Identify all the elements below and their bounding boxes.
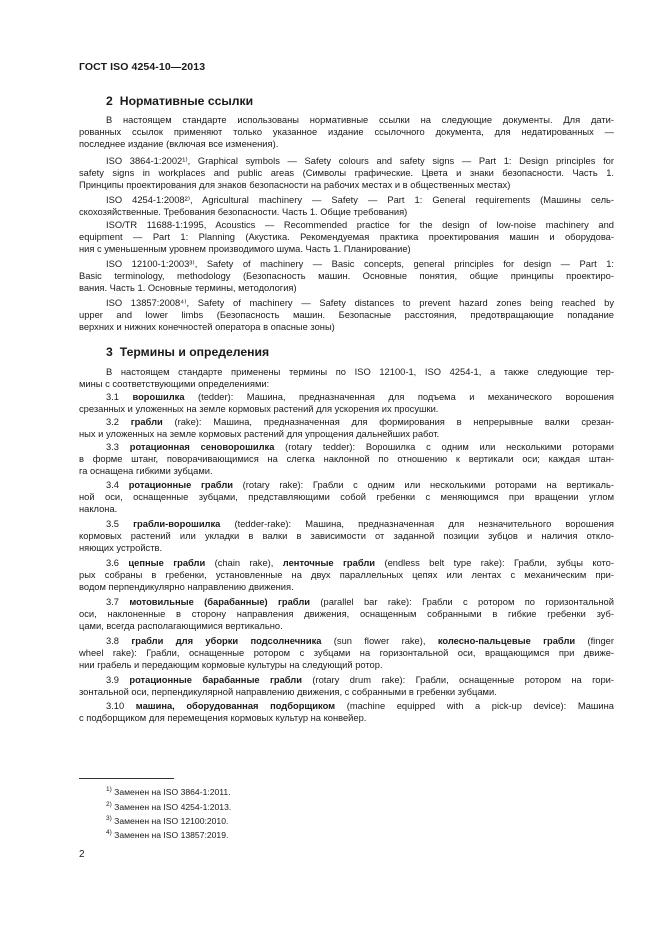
footnote-separator <box>79 778 174 779</box>
text-line: последнее издание (включая все изменения). <box>79 139 279 149</box>
term-3-7 <box>79 596 614 632</box>
term-3-5 <box>79 518 614 554</box>
text-line: equipment — Part 1: Planning (Акустика. Рекомендуемая практика проектирования машин и оборудова- <box>79 232 614 242</box>
footnote-mark: 1) <box>106 786 112 794</box>
paragraph-references-intro <box>79 114 614 150</box>
term-definition: (chain rake), <box>205 558 283 568</box>
term-3-9 <box>79 674 614 698</box>
text-line: водом перпендикулярно направлению движения. <box>79 582 294 592</box>
term-3-3 <box>79 441 614 477</box>
term-definition: (rotary rake): Грабли с одним или несколькими роторами на вертикаль- <box>233 480 614 490</box>
text-line: ISO/TR 11688-1:1995, Acoustics — Recommended practice for the design of low-noise machinery and <box>106 220 614 230</box>
section-heading-terms <box>106 345 269 359</box>
term-name: ротационные барабанные грабли <box>129 675 302 685</box>
term-name: машина, оборудованная подборщиком <box>135 701 336 711</box>
term-name: ротационные грабли <box>128 480 233 490</box>
term-definition: (tedder-rake): Машина, предназначенная для незначительного ворошения <box>220 519 614 529</box>
text-line: ISO 4254-1:2008²⁾, Agricultural machinery — Safety — Part 1: General requirements (Машины сель- <box>106 195 614 205</box>
text-line: ISO 13857:2008⁴⁾, Safety of machinery — Safety distances to prevent hazard zones being reached by <box>106 298 614 308</box>
text-line: вания. Часть 1. Основные термины, методология) <box>79 283 297 293</box>
text-line: няющих устройств. <box>79 543 163 553</box>
text-line: Basic terminology, methodology (Безопасность машин. Основные понятия, общие принципы проектиро- <box>79 271 614 281</box>
page-number: 2 <box>79 849 85 860</box>
footnote-text: Заменен на ISO 4254-1:2013. <box>111 802 232 812</box>
footnote-3 <box>106 816 228 826</box>
term-definition: (endless belt type rake): Грабли, зубцы кото- <box>375 558 614 568</box>
text-line: оси, наклоненные в сторону направления движения, оснащенным собранными в гибкие гребенки зуб- <box>79 609 614 619</box>
text-line: в форме штанг, поворачивающимися на слегка наклонной по отношению к вертикали оси; каждая штан- <box>79 454 614 464</box>
text-line: зонтальной оси, перпендикулярной направлению движения, с собранными в гребенки зубцами. <box>79 687 497 697</box>
term-definition: (sun flower rake), <box>321 636 438 646</box>
term-number: 3.2 <box>106 417 119 427</box>
paragraph-terms-intro <box>79 366 614 390</box>
footnote-text: Заменен на ISO 13857:2019. <box>111 830 229 840</box>
footnote-text: Заменен на ISO 3864-1:2011. <box>111 787 231 797</box>
term-number: 3.5 <box>106 519 119 529</box>
term-definition: (rake): Машина, предназначенная для формирования в непрерывные валки срезан- <box>162 417 614 427</box>
term-3-4 <box>79 479 614 515</box>
footnote-1 <box>106 787 231 797</box>
text-line: wheel rake): Грабли, оснащенные ротором с зубцами на горизонтальной оси, вращающимся при движе- <box>79 648 614 658</box>
section-title: Термины и определения <box>119 345 270 359</box>
text-line: Принципы проектирования для знаков безопасности на рабочих местах и в общественных местах) <box>79 180 511 190</box>
text-line: цами, всегда располагающимися вертикально. <box>79 621 283 631</box>
text-line: safety signs in workplaces and public areas (Символы графические. Цвета и знаки безопасности. Часть 1. <box>79 168 614 178</box>
term-name: грабли <box>130 417 163 427</box>
text-line: рых собраны в гребенки, установленные на двух параллельных цепях или лентах с механическим при- <box>79 570 614 580</box>
reference-iso-13857 <box>79 297 614 333</box>
document-header: ГОСТ ISO 4254-10—2013 <box>79 61 206 73</box>
text-line: ISO 3864-1:2002¹⁾, Graphical symbols — Safety colours and safety signs — Part 1: Design principles for <box>106 156 614 166</box>
text-line: upper and lower limbs (Безопасность машин. Безопасные расстояния, предотвращающие попадание <box>79 310 614 320</box>
reference-iso-12100 <box>79 258 614 294</box>
term-3-2 <box>79 416 614 440</box>
section-number: 2 <box>106 94 113 108</box>
term-3-1 <box>79 391 614 415</box>
term-name: грабли-ворошилка <box>133 519 221 529</box>
term-name: колесно-пальцевые грабли <box>437 636 576 646</box>
text-line: срезанных и уложенных на земле кормовых растений для ускорения их просушки. <box>79 404 439 414</box>
text-line: рованных ссылок применяют только указанное издание ссылочного документа, для недатированных — <box>79 127 614 137</box>
footnote-2 <box>106 802 231 812</box>
term-number: 3.6 <box>106 558 119 568</box>
term-name: ворошилка <box>132 392 185 402</box>
term-number: 3.8 <box>106 636 119 646</box>
term-definition: (tedder): Машина, предназначенная для подъема и механического ворошения <box>184 392 614 402</box>
footnote-mark: 4) <box>106 829 112 837</box>
term-definition: (machine equipped with a pick-up device): Машина <box>335 701 614 711</box>
term-3-10 <box>79 700 614 724</box>
text-line: наклона. <box>79 504 118 514</box>
text-line: В настоящем стандарте использованы нормативные ссылки на следующие документы. Для дати- <box>106 115 614 125</box>
term-name: грабли для уборки подсолнечника <box>131 636 322 646</box>
text-line: га оснащена гибкими зубцами. <box>79 466 213 476</box>
term-definition: (rotary tedder): Ворошилка с одним или несколькими роторами <box>274 442 614 452</box>
term-3-8 <box>79 635 614 671</box>
text-line: верхних и нижних конечностей оператора в опасные зоны) <box>79 322 335 332</box>
section-title: Нормативные ссылки <box>119 94 254 108</box>
term-number: 3.3 <box>106 442 119 452</box>
term-number: 3.7 <box>106 597 119 607</box>
footnote-4 <box>106 830 228 840</box>
reference-iso-4254 <box>79 194 614 218</box>
text-line: ISO 12100-1:2003³⁾, Safety of machinery — Basic concepts, general principles for design — Part 1: <box>106 259 614 269</box>
footnote-mark: 3) <box>106 815 112 823</box>
term-name: ленточные грабли <box>282 558 376 568</box>
text-line: В настоящем стандарте применены термины по ISO 12100-1, ISO 4254-1, а также следующие тер- <box>106 367 614 377</box>
term-3-6 <box>79 557 614 593</box>
term-definition: (rotary drum rake): Грабли, оснащенные ротором на гори- <box>302 675 614 685</box>
term-definition: (parallel bar rake): Грабли с ротором по горизонтальной <box>310 597 614 607</box>
section-number: 3 <box>106 345 113 359</box>
term-definition: (finger <box>575 636 614 646</box>
text-line: ных и уложенных на земле кормовых растений для упрощения дальнейших работ. <box>79 429 440 439</box>
text-line: с подборщиком для перемещения кормовых культур на конвейер. <box>79 713 367 723</box>
term-number: 3.1 <box>106 392 119 402</box>
reference-iso-3864 <box>79 155 614 191</box>
term-number: 3.10 <box>106 701 125 711</box>
text-line: скохозяйственные. Требования безопасности. Часть 1. Общие требования) <box>79 207 408 217</box>
term-name: ротационная сеноворошилка <box>129 442 275 452</box>
section-heading-normative-references <box>106 94 253 108</box>
footnote-text: Заменен на ISO 12100:2010. <box>111 816 229 826</box>
term-name: цепные грабли <box>128 558 206 568</box>
term-name: мотовильные (барабанные) грабли <box>129 597 311 607</box>
text-line: ния с уменьшенным уровнем производимого шума. Часть 1. Планирование) <box>79 244 411 254</box>
text-line: нии грабель и передающим кормовые культуры на следующий ротор. <box>79 660 383 670</box>
term-number: 3.9 <box>106 675 119 685</box>
text-line: кормовых растений или укладки в валки в зависимости от заданной позиции зубцов и наличия откло- <box>79 531 614 541</box>
text-line: ной оси, оснащенные зубцами, представляющими собой гребенки с меняющимся при вращении углом <box>79 492 614 502</box>
reference-iso-11688 <box>79 219 614 255</box>
footnote-mark: 2) <box>106 801 112 809</box>
text-line: мины с соответствующими определениями: <box>79 379 270 389</box>
term-number: 3.4 <box>106 480 119 490</box>
